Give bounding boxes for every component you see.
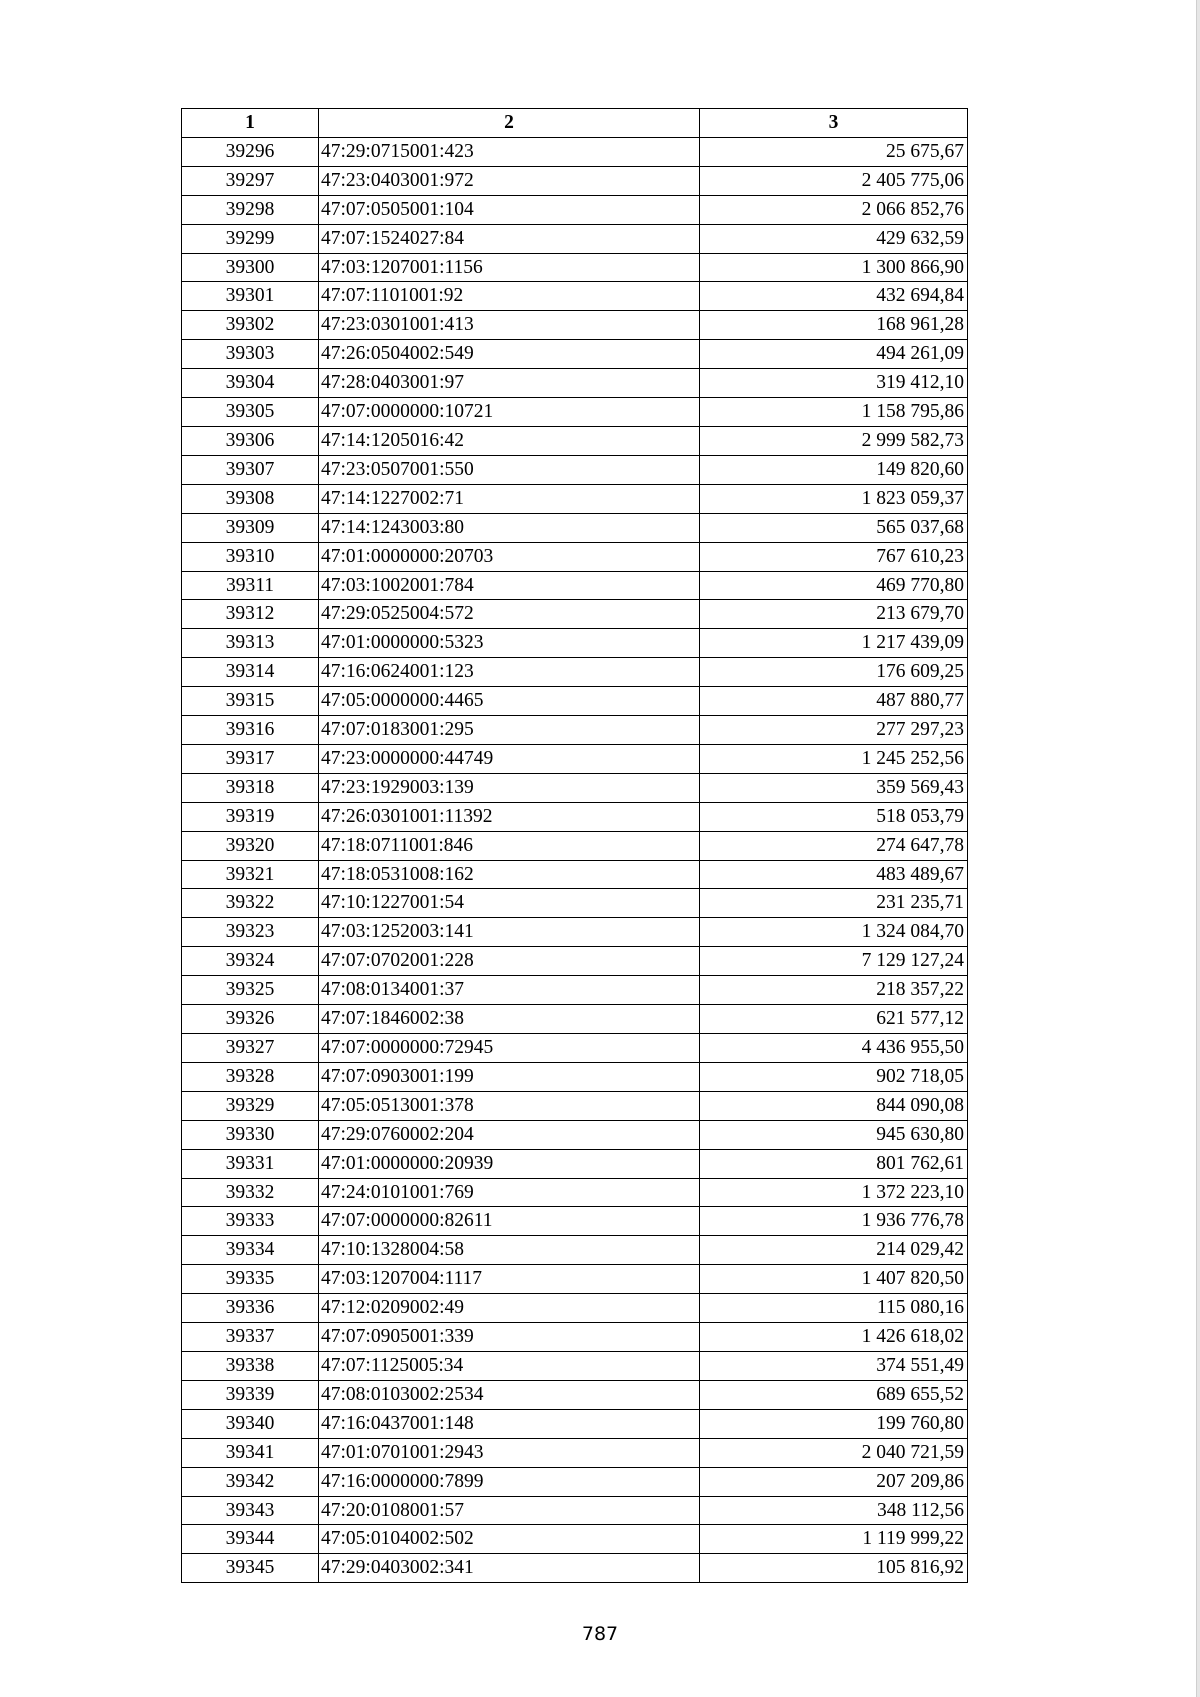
table-row <box>182 455 968 484</box>
value-cell: 274 647,78 <box>700 831 968 860</box>
row-number-cell: 39321 <box>182 860 319 889</box>
value-cell: 469 770,80 <box>700 571 968 600</box>
cadastral-number-cell: 47:05:0104002:502 <box>319 1525 700 1554</box>
cadastral-number-cell: 47:05:0000000:4465 <box>319 687 700 716</box>
table-row <box>182 542 968 571</box>
table-row <box>182 1467 968 1496</box>
table-row <box>182 513 968 542</box>
cadastral-number-cell: 47:24:0101001:769 <box>319 1178 700 1207</box>
cadastral-number-cell: 47:07:0903001:199 <box>319 1062 700 1091</box>
row-number-cell: 39313 <box>182 629 319 658</box>
cadastral-number-cell: 47:08:0134001:37 <box>319 976 700 1005</box>
value-cell: 359 569,43 <box>700 773 968 802</box>
table-row <box>182 311 968 340</box>
value-cell: 207 209,86 <box>700 1467 968 1496</box>
row-number-cell: 39333 <box>182 1207 319 1236</box>
value-cell: 348 112,56 <box>700 1496 968 1525</box>
row-number-cell: 39339 <box>182 1380 319 1409</box>
row-number-cell: 39318 <box>182 773 319 802</box>
value-cell: 1 300 866,90 <box>700 253 968 282</box>
table-row <box>182 976 968 1005</box>
row-number-cell: 39305 <box>182 398 319 427</box>
row-number-cell: 39325 <box>182 976 319 1005</box>
column-header-3: 3 <box>700 109 968 138</box>
row-number-cell: 39331 <box>182 1149 319 1178</box>
table-row <box>182 166 968 195</box>
row-number-cell: 39344 <box>182 1525 319 1554</box>
table-row <box>182 1178 968 1207</box>
cadastral-number-cell: 47:16:0437001:148 <box>319 1409 700 1438</box>
table-row <box>182 1409 968 1438</box>
value-cell: 319 412,10 <box>700 369 968 398</box>
cadastral-number-cell: 47:26:0301001:11392 <box>319 802 700 831</box>
row-number-cell: 39314 <box>182 658 319 687</box>
value-cell: 483 489,67 <box>700 860 968 889</box>
table-row <box>182 1265 968 1294</box>
cadastral-number-cell: 47:07:1125005:34 <box>319 1351 700 1380</box>
table-row <box>182 195 968 224</box>
cadastral-number-cell: 47:01:0000000:20939 <box>319 1149 700 1178</box>
row-number-cell: 39309 <box>182 513 319 542</box>
cadastral-number-cell: 47:03:1207001:1156 <box>319 253 700 282</box>
table-row <box>182 947 968 976</box>
table-row <box>182 1005 968 1034</box>
row-number-cell: 39310 <box>182 542 319 571</box>
row-number-cell: 39335 <box>182 1265 319 1294</box>
cadastral-number-cell: 47:07:0000000:10721 <box>319 398 700 427</box>
row-number-cell: 39302 <box>182 311 319 340</box>
row-number-cell: 39317 <box>182 744 319 773</box>
table-row <box>182 889 968 918</box>
cadastral-number-cell: 47:14:1205016:42 <box>319 426 700 455</box>
cadastral-number-cell: 47:14:1243003:80 <box>319 513 700 542</box>
cadastral-number-cell: 47:23:1929003:139 <box>319 773 700 802</box>
row-number-cell: 39326 <box>182 1005 319 1034</box>
table-body <box>182 137 968 1582</box>
row-number-cell: 39323 <box>182 918 319 947</box>
cadastral-number-cell: 47:07:1101001:92 <box>319 282 700 311</box>
cadastral-number-cell: 47:05:0513001:378 <box>319 1091 700 1120</box>
cadastral-number-cell: 47:12:0209002:49 <box>319 1294 700 1323</box>
row-number-cell: 39312 <box>182 600 319 629</box>
value-cell: 2 405 775,06 <box>700 166 968 195</box>
cadastral-number-cell: 47:07:0505001:104 <box>319 195 700 224</box>
value-cell: 945 630,80 <box>700 1120 968 1149</box>
header-row <box>182 109 968 138</box>
value-cell: 149 820,60 <box>700 455 968 484</box>
cadastral-number-cell: 47:10:1227001:54 <box>319 889 700 918</box>
row-number-cell: 39297 <box>182 166 319 195</box>
value-cell: 218 357,22 <box>700 976 968 1005</box>
cadastral-number-cell: 47:03:1252003:141 <box>319 918 700 947</box>
table-row <box>182 137 968 166</box>
table-row <box>182 716 968 745</box>
row-number-cell: 39329 <box>182 1091 319 1120</box>
cadastral-number-cell: 47:29:0403002:341 <box>319 1554 700 1583</box>
table-row <box>182 484 968 513</box>
column-header-2: 2 <box>319 109 700 138</box>
cadastral-number-cell: 47:23:0000000:44749 <box>319 744 700 773</box>
cadastral-number-cell: 47:28:0403001:97 <box>319 369 700 398</box>
value-cell: 4 436 955,50 <box>700 1034 968 1063</box>
row-number-cell: 39307 <box>182 455 319 484</box>
table-row <box>182 1236 968 1265</box>
row-number-cell: 39324 <box>182 947 319 976</box>
row-number-cell: 39338 <box>182 1351 319 1380</box>
row-number-cell: 39319 <box>182 802 319 831</box>
value-cell: 1 324 084,70 <box>700 918 968 947</box>
cadastral-number-cell: 47:07:0905001:339 <box>319 1323 700 1352</box>
table-row <box>182 658 968 687</box>
cadastral-number-cell: 47:23:0301001:413 <box>319 311 700 340</box>
cadastral-number-cell: 47:23:0507001:550 <box>319 455 700 484</box>
table-row <box>182 369 968 398</box>
table-row <box>182 918 968 947</box>
row-number-cell: 39311 <box>182 571 319 600</box>
value-cell: 374 551,49 <box>700 1351 968 1380</box>
cadastral-number-cell: 47:07:1846002:38 <box>319 1005 700 1034</box>
table-row <box>182 426 968 455</box>
value-cell: 176 609,25 <box>700 658 968 687</box>
value-cell: 844 090,08 <box>700 1091 968 1120</box>
cadastral-number-cell: 47:14:1227002:71 <box>319 484 700 513</box>
table-row <box>182 1120 968 1149</box>
table-row <box>182 860 968 889</box>
table-row <box>182 629 968 658</box>
cadastral-number-cell: 47:01:0000000:5323 <box>319 629 700 658</box>
table-row <box>182 340 968 369</box>
table-row <box>182 1207 968 1236</box>
row-number-cell: 39299 <box>182 224 319 253</box>
value-cell: 1 217 439,09 <box>700 629 968 658</box>
value-cell: 494 261,09 <box>700 340 968 369</box>
table-row <box>182 1323 968 1352</box>
value-cell: 2 999 582,73 <box>700 426 968 455</box>
table-row <box>182 1091 968 1120</box>
row-number-cell: 39345 <box>182 1554 319 1583</box>
registry-table <box>181 108 968 1583</box>
cadastral-number-cell: 47:07:1524027:84 <box>319 224 700 253</box>
row-number-cell: 39296 <box>182 137 319 166</box>
cadastral-number-cell: 47:23:0403001:972 <box>319 166 700 195</box>
value-cell: 1 119 999,22 <box>700 1525 968 1554</box>
table-row <box>182 1062 968 1091</box>
table-row <box>182 253 968 282</box>
table-row <box>182 831 968 860</box>
cadastral-number-cell: 47:16:0624001:123 <box>319 658 700 687</box>
cadastral-number-cell: 47:01:0000000:20703 <box>319 542 700 571</box>
table-row <box>182 1351 968 1380</box>
cadastral-number-cell: 47:08:0103002:2534 <box>319 1380 700 1409</box>
row-number-cell: 39343 <box>182 1496 319 1525</box>
row-number-cell: 39320 <box>182 831 319 860</box>
value-cell: 432 694,84 <box>700 282 968 311</box>
value-cell: 277 297,23 <box>700 716 968 745</box>
row-number-cell: 39342 <box>182 1467 319 1496</box>
value-cell: 1 823 059,37 <box>700 484 968 513</box>
page-number: 787 <box>581 1623 619 1645</box>
cadastral-number-cell: 47:10:1328004:58 <box>319 1236 700 1265</box>
row-number-cell: 39332 <box>182 1178 319 1207</box>
cadastral-number-cell: 47:29:0715001:423 <box>319 137 700 166</box>
cadastral-number-cell: 47:03:1002001:784 <box>319 571 700 600</box>
row-number-cell: 39316 <box>182 716 319 745</box>
value-cell: 1 407 820,50 <box>700 1265 968 1294</box>
table-row <box>182 600 968 629</box>
value-cell: 2 066 852,76 <box>700 195 968 224</box>
value-cell: 429 632,59 <box>700 224 968 253</box>
table-row <box>182 1438 968 1467</box>
row-number-cell: 39304 <box>182 369 319 398</box>
cadastral-number-cell: 47:20:0108001:57 <box>319 1496 700 1525</box>
table-row <box>182 687 968 716</box>
cadastral-number-cell: 47:26:0504002:549 <box>319 340 700 369</box>
value-cell: 902 718,05 <box>700 1062 968 1091</box>
table-row <box>182 1496 968 1525</box>
table-row <box>182 398 968 427</box>
table-row <box>182 1380 968 1409</box>
cadastral-number-cell: 47:29:0760002:204 <box>319 1120 700 1149</box>
value-cell: 1 426 618,02 <box>700 1323 968 1352</box>
row-number-cell: 39330 <box>182 1120 319 1149</box>
row-number-cell: 39336 <box>182 1294 319 1323</box>
cadastral-number-cell: 47:07:0000000:72945 <box>319 1034 700 1063</box>
row-number-cell: 39303 <box>182 340 319 369</box>
table-row <box>182 1294 968 1323</box>
value-cell: 115 080,16 <box>700 1294 968 1323</box>
cadastral-number-cell: 47:18:0531008:162 <box>319 860 700 889</box>
value-cell: 767 610,23 <box>700 542 968 571</box>
table-row <box>182 1525 968 1554</box>
value-cell: 621 577,12 <box>700 1005 968 1034</box>
row-number-cell: 39298 <box>182 195 319 224</box>
table-row <box>182 224 968 253</box>
row-number-cell: 39315 <box>182 687 319 716</box>
value-cell: 1 245 252,56 <box>700 744 968 773</box>
row-number-cell: 39328 <box>182 1062 319 1091</box>
value-cell: 105 816,92 <box>700 1554 968 1583</box>
value-cell: 2 040 721,59 <box>700 1438 968 1467</box>
table-row <box>182 1149 968 1178</box>
value-cell: 25 675,67 <box>700 137 968 166</box>
value-cell: 487 880,77 <box>700 687 968 716</box>
table-row <box>182 571 968 600</box>
row-number-cell: 39301 <box>182 282 319 311</box>
cadastral-number-cell: 47:29:0525004:572 <box>319 600 700 629</box>
value-cell: 231 235,71 <box>700 889 968 918</box>
value-cell: 213 679,70 <box>700 600 968 629</box>
cadastral-number-cell: 47:01:0701001:2943 <box>319 1438 700 1467</box>
table-row <box>182 773 968 802</box>
value-cell: 199 760,80 <box>700 1409 968 1438</box>
value-cell: 1 158 795,86 <box>700 398 968 427</box>
row-number-cell: 39300 <box>182 253 319 282</box>
cadastral-number-cell: 47:07:0183001:295 <box>319 716 700 745</box>
row-number-cell: 39306 <box>182 426 319 455</box>
cadastral-number-cell: 47:07:0702001:228 <box>319 947 700 976</box>
value-cell: 518 053,79 <box>700 802 968 831</box>
value-cell: 168 961,28 <box>700 311 968 340</box>
table-row <box>182 282 968 311</box>
cadastral-number-cell: 47:07:0000000:82611 <box>319 1207 700 1236</box>
table-header <box>182 109 968 138</box>
cadastral-number-cell: 47:16:0000000:7899 <box>319 1467 700 1496</box>
cadastral-number-cell: 47:03:1207004:1117 <box>319 1265 700 1294</box>
value-cell: 565 037,68 <box>700 513 968 542</box>
table-row <box>182 744 968 773</box>
value-cell: 7 129 127,24 <box>700 947 968 976</box>
cadastral-number-cell: 47:18:0711001:846 <box>319 831 700 860</box>
row-number-cell: 39340 <box>182 1409 319 1438</box>
row-number-cell: 39334 <box>182 1236 319 1265</box>
value-cell: 801 762,61 <box>700 1149 968 1178</box>
value-cell: 1 936 776,78 <box>700 1207 968 1236</box>
page-edge <box>1196 0 1200 1697</box>
row-number-cell: 39327 <box>182 1034 319 1063</box>
row-number-cell: 39337 <box>182 1323 319 1352</box>
value-cell: 1 372 223,10 <box>700 1178 968 1207</box>
table-row <box>182 1554 968 1583</box>
row-number-cell: 39322 <box>182 889 319 918</box>
table-row <box>182 1034 968 1063</box>
value-cell: 214 029,42 <box>700 1236 968 1265</box>
row-number-cell: 39308 <box>182 484 319 513</box>
column-header-1: 1 <box>182 109 319 138</box>
table-row <box>182 802 968 831</box>
value-cell: 689 655,52 <box>700 1380 968 1409</box>
row-number-cell: 39341 <box>182 1438 319 1467</box>
